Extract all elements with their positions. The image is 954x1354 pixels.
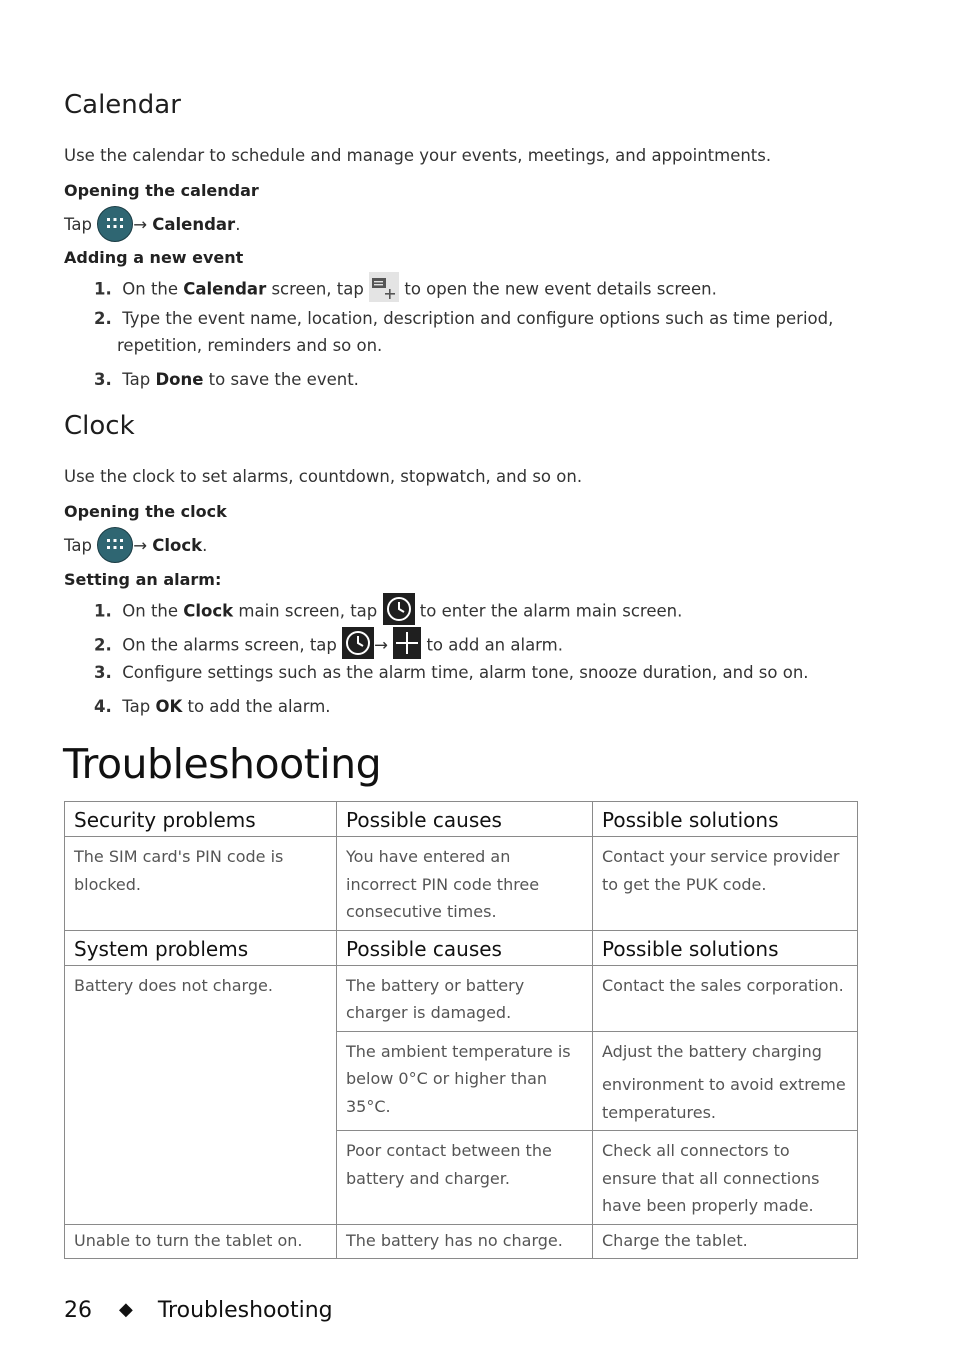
- problem-cell: Battery does not charge.: [65, 965, 337, 1224]
- diamond-icon: ◆: [119, 1299, 133, 1320]
- step-bold: OK: [155, 697, 183, 716]
- clock-opening-heading: Opening the clock: [64, 502, 227, 521]
- calendar-open-instruction: [64, 206, 240, 246]
- troubleshooting-table: [64, 801, 858, 1259]
- table-header-cell: Possible causes: [337, 930, 593, 965]
- step-number: 1.: [94, 601, 112, 621]
- cause-cell: Poor contact between the battery and charger.: [337, 1131, 593, 1225]
- step-text: to add the alarm.: [187, 697, 331, 716]
- apps-launcher-icon[interactable]: [97, 206, 133, 242]
- step-number: 2.: [94, 635, 112, 655]
- clock-intro: Use the clock to set alarms, countdown, stopwatch, and so on.: [64, 467, 583, 486]
- step-bold: Done: [155, 370, 204, 389]
- cause-cell: You have entered an incorrect PIN code three consecutive times.: [337, 837, 593, 931]
- table-row: [65, 837, 858, 931]
- step-text: Configure settings such as the alarm time, alarm tone, snooze duration, and so on.: [122, 663, 809, 682]
- solution-cell: Check all connectors to ensure that all connections have been properly made.: [593, 1131, 858, 1225]
- step-text: Tap: [122, 697, 151, 716]
- table-row: [65, 1224, 858, 1259]
- footer-section-title: Troubleshooting: [157, 1298, 333, 1323]
- plus-icon[interactable]: [393, 627, 421, 659]
- page-footer: [64, 1298, 333, 1323]
- period: .: [235, 215, 241, 234]
- setting-alarm-heading: Setting an alarm:: [64, 570, 222, 589]
- clock-step-1: [94, 596, 682, 628]
- table-header-row: [65, 802, 858, 837]
- calendar-opening-heading: Opening the calendar: [64, 181, 259, 200]
- step-text: to save the event.: [208, 370, 359, 389]
- apps-launcher-icon[interactable]: [97, 527, 133, 563]
- step-text: screen, tap: [271, 279, 364, 299]
- tap-text: Tap: [64, 536, 92, 555]
- table-header-cell: Possible causes: [337, 802, 593, 837]
- cause-cell: The ambient temperature is below 0°C or higher than 35°C.: [337, 1031, 593, 1131]
- new-event-icon[interactable]: [369, 272, 399, 302]
- calendar-step-1: [94, 275, 717, 305]
- clock-step-4: [94, 697, 331, 716]
- step-text: On the: [122, 279, 179, 299]
- troubleshooting-title: Troubleshooting: [63, 740, 382, 788]
- solution-cell: Contact the sales corporation.: [593, 965, 858, 1031]
- solution-cell: Charge the tablet.: [593, 1224, 858, 1259]
- calendar-intro: Use the calendar to schedule and manage your events, meetings, and appointments.: [64, 146, 772, 165]
- clock-open-instruction: [64, 527, 207, 567]
- step-number: 1.: [94, 279, 112, 299]
- table-header-cell: Possible solutions: [593, 930, 858, 965]
- step-bold: Calendar: [183, 279, 267, 299]
- table-header-cell: System problems: [65, 930, 337, 965]
- step-number: 2.: [94, 309, 112, 328]
- step-text: to add an alarm.: [426, 635, 563, 655]
- table-row: [65, 965, 858, 1031]
- step-number: 3.: [94, 370, 112, 389]
- clock-app-name: Clock: [152, 536, 203, 555]
- step-text: to open the new event details screen.: [404, 279, 717, 299]
- tap-text: Tap: [64, 215, 92, 234]
- clock-step-2: [94, 630, 563, 662]
- clock-heading: Clock: [64, 411, 135, 441]
- arrow: →: [133, 215, 148, 234]
- solution-cell: Contact your service provider to get the PUK code.: [593, 837, 858, 931]
- clock-icon[interactable]: [342, 627, 374, 659]
- step-bold: Clock: [183, 601, 234, 621]
- table-header-cell: Security problems: [65, 802, 337, 837]
- page-number: 26: [64, 1298, 92, 1323]
- problem-cell: The SIM card's PIN code is blocked.: [65, 837, 337, 931]
- step-text: to enter the alarm main screen.: [419, 601, 683, 621]
- arrow: →: [133, 536, 148, 555]
- period: .: [202, 536, 208, 555]
- step-number: 3.: [94, 663, 112, 682]
- cause-cell: The battery has no charge.: [337, 1224, 593, 1259]
- step-text: main screen, tap: [238, 601, 378, 621]
- calendar-step-2-cont: repetition, reminders and so on.: [117, 336, 383, 355]
- clock-step-3: [94, 663, 809, 682]
- clock-icon[interactable]: [383, 593, 415, 625]
- calendar-step-2: [94, 309, 833, 328]
- calendar-heading: Calendar: [64, 90, 181, 120]
- calendar-app-name: Calendar: [152, 215, 236, 234]
- problem-cell: Unable to turn the tablet on.: [65, 1224, 337, 1259]
- step-text: On the: [122, 601, 179, 621]
- calendar-step-3: [94, 370, 359, 389]
- solution-line: Adjust the battery charging: [602, 1041, 822, 1061]
- table-header-row: [65, 930, 858, 965]
- table-header-cell: Possible solutions: [593, 802, 858, 837]
- step-text: On the alarms screen, tap: [122, 635, 337, 655]
- arrow: →: [374, 635, 388, 655]
- solution-line: environment to avoid extreme temperatures.: [602, 1075, 846, 1122]
- step-text: Type the event name, location, description and configure options such as time period,: [122, 309, 834, 328]
- step-text: Tap: [122, 370, 151, 389]
- step-number: 4.: [94, 697, 112, 716]
- cause-cell: The battery or battery charger is damaged.: [337, 965, 593, 1031]
- solution-cell: [593, 1031, 858, 1131]
- adding-event-heading: Adding a new event: [64, 248, 244, 267]
